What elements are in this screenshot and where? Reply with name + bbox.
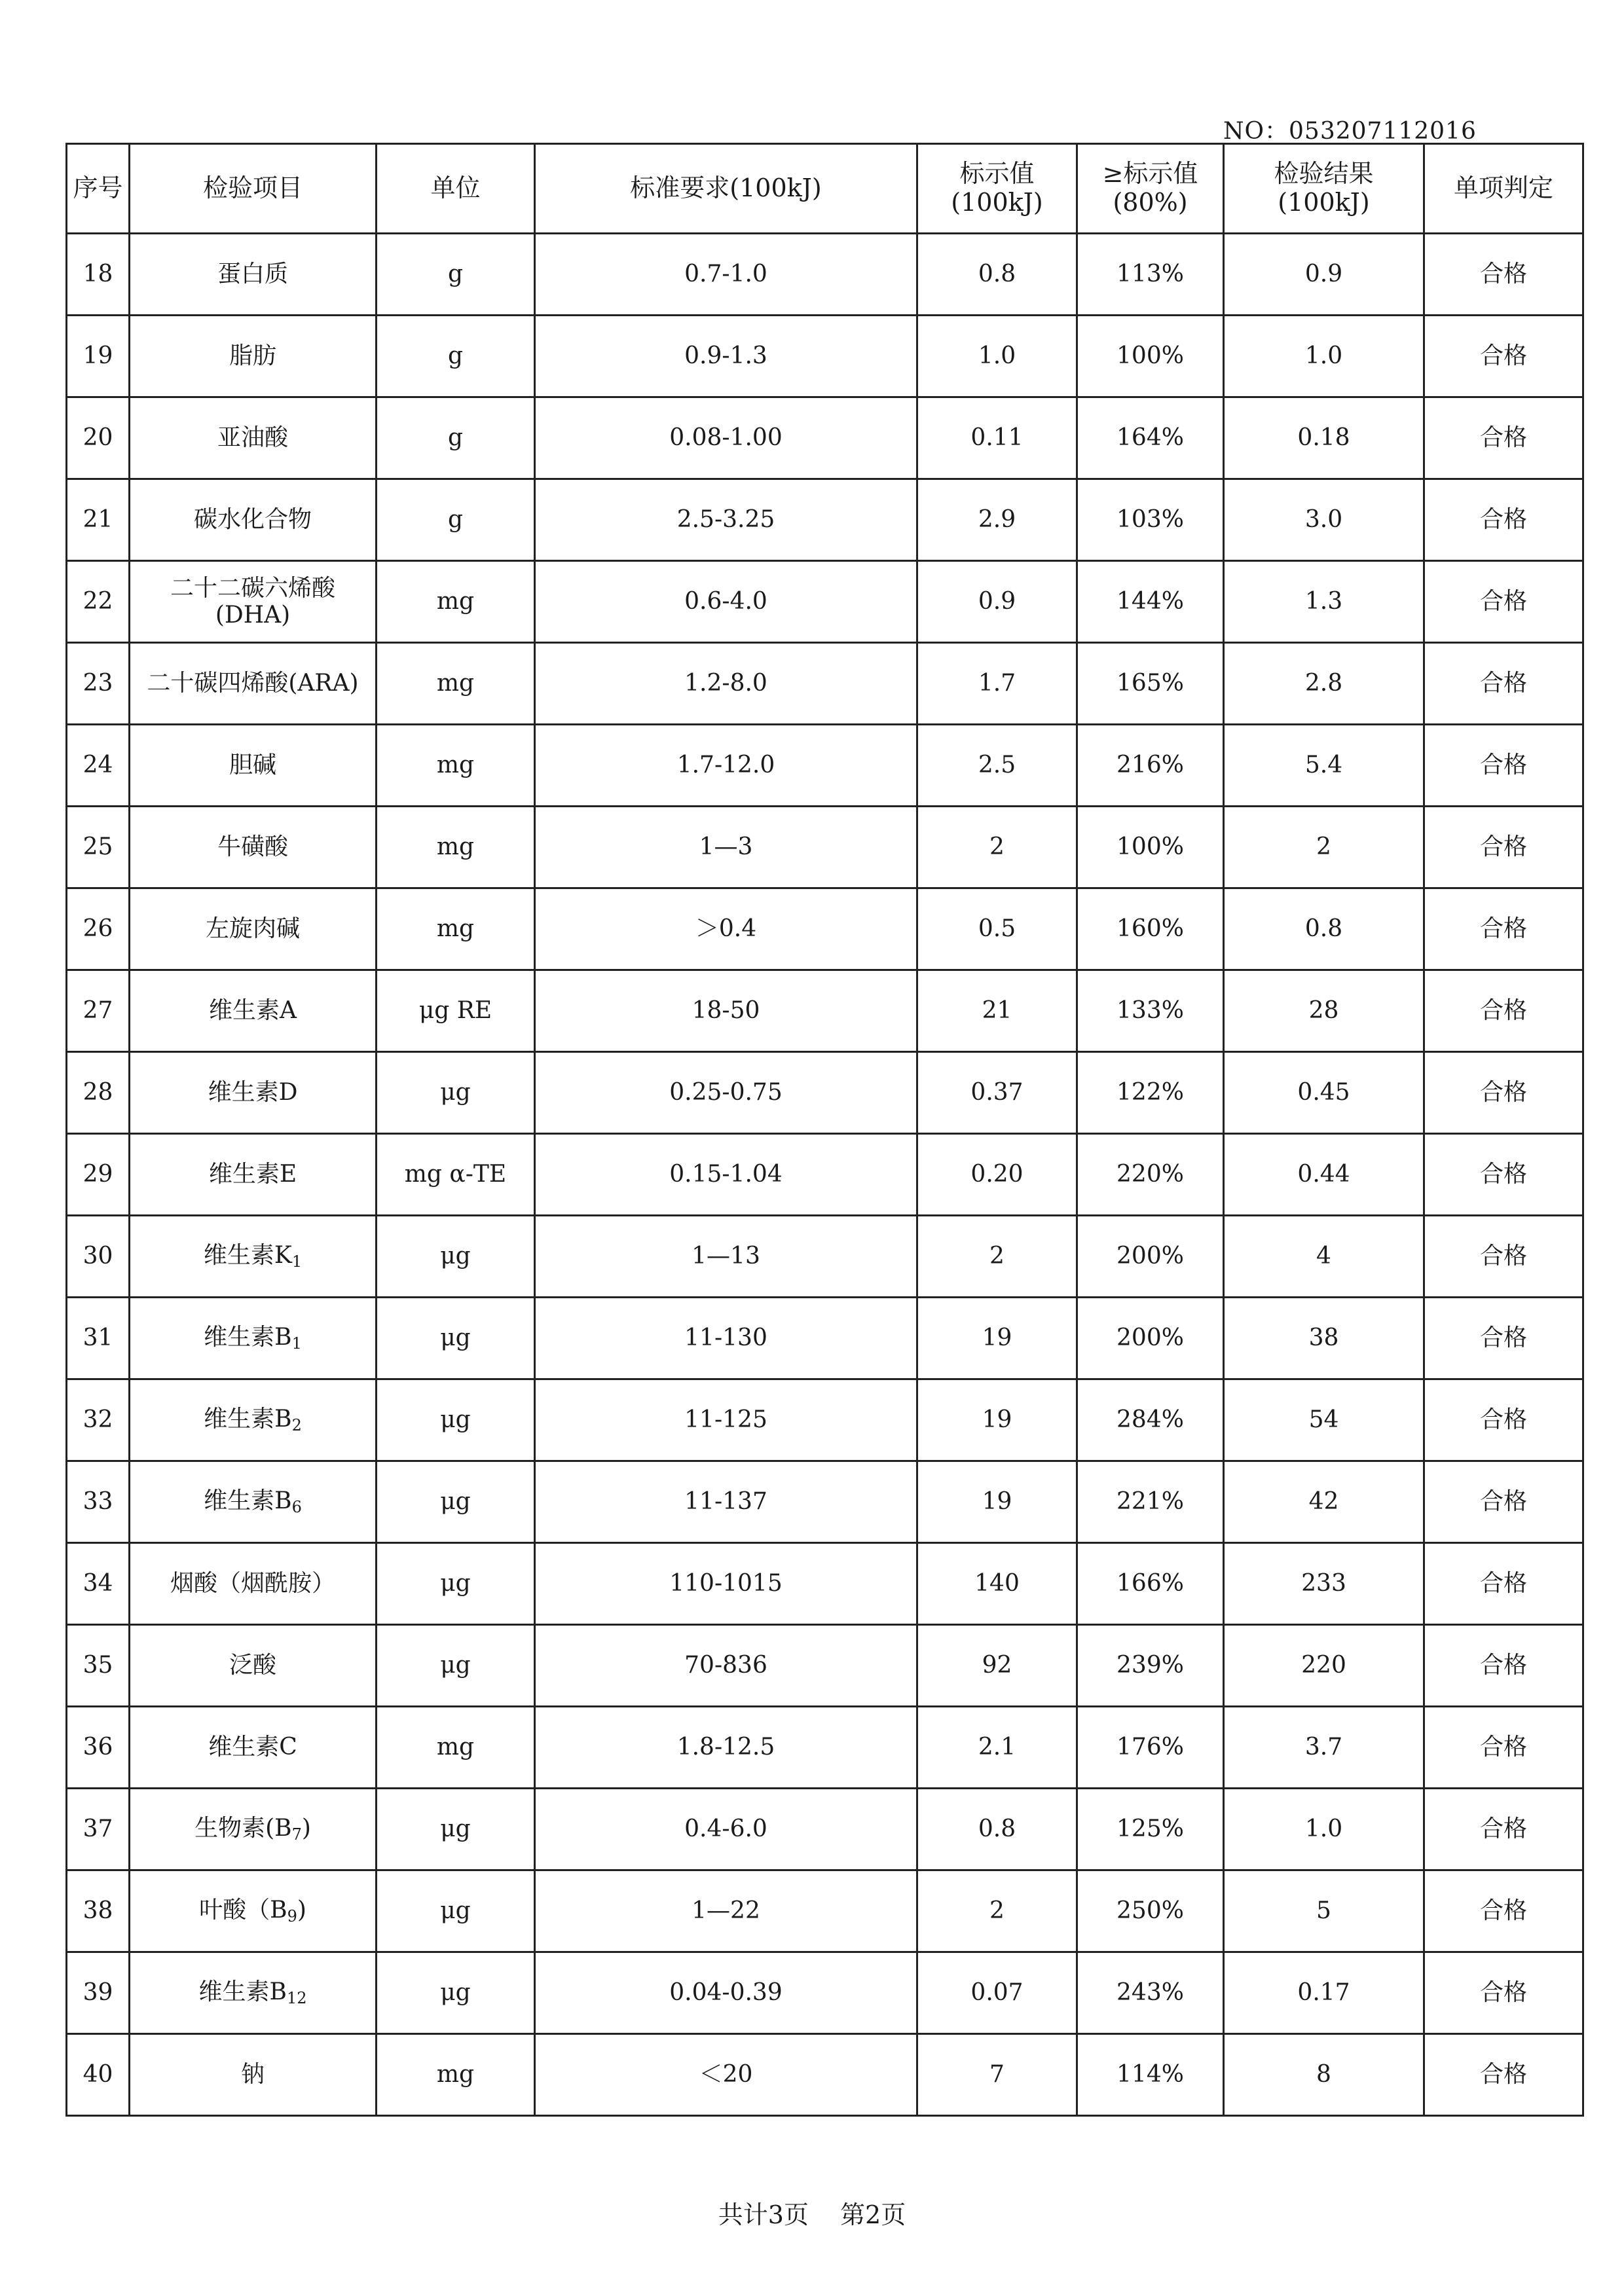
table-row <box>67 1952 1583 2034</box>
item-name: 叶酸（B <box>199 1896 287 1923</box>
cell-item <box>130 1707 377 1789</box>
cell-judgement: 合格 <box>1424 1870 1583 1952</box>
cell-item <box>130 888 377 970</box>
item-name-line <box>133 424 373 451</box>
item-name-line <box>133 1324 373 1353</box>
cell-label-value: 1.0 <box>917 316 1077 397</box>
item-name-line <box>133 1161 373 1188</box>
item-name: 维生素K <box>203 1241 292 1269</box>
item-subscript: 9 <box>287 1906 297 1925</box>
table-row <box>67 643 1583 725</box>
item-name: 钠 <box>240 2061 265 2088</box>
item-name-suffix: ) <box>297 1896 306 1923</box>
cell-standard: 0.7-1.0 <box>535 234 917 316</box>
item-name-line <box>133 752 373 778</box>
cell-judgement: 合格 <box>1424 234 1583 316</box>
cell-result: 5.4 <box>1224 725 1424 807</box>
table-row <box>67 888 1583 970</box>
header-unit: 单位 <box>377 144 535 234</box>
cell-standard: 1.8-12.5 <box>535 1707 917 1789</box>
item-name-line <box>133 1815 373 1844</box>
header-item: 检验项目 <box>130 144 377 234</box>
cell-item <box>130 725 377 807</box>
item-subscript: 1 <box>291 1334 302 1353</box>
cell-pct-label: 284% <box>1077 1379 1224 1461</box>
cell-result: 1.3 <box>1224 561 1424 643</box>
header-pct-label-unit: (80%) <box>1113 188 1188 217</box>
item-name-line <box>133 1406 373 1435</box>
cell-seq: 26 <box>67 888 130 970</box>
cell-label-value: 19 <box>917 1298 1077 1379</box>
cell-standard: 0.6-4.0 <box>535 561 917 643</box>
cell-pct-label: 114% <box>1077 2034 1224 2116</box>
item-name: 维生素B <box>204 1323 292 1351</box>
header-label-value <box>917 144 1077 234</box>
cell-pct-label: 100% <box>1077 316 1224 397</box>
item-name: 脂肪 <box>229 342 276 370</box>
cell-pct-label: 176% <box>1077 1707 1224 1789</box>
cell-pct-label: 133% <box>1077 970 1224 1052</box>
cell-label-value: 92 <box>917 1625 1077 1707</box>
cell-seq: 30 <box>67 1216 130 1298</box>
header-result-unit: (100kJ) <box>1278 188 1370 217</box>
item-name: 碳水化合物 <box>193 506 312 534</box>
cell-item <box>130 643 377 725</box>
table-row <box>67 479 1583 561</box>
cell-unit: μg RE <box>377 970 535 1052</box>
cell-unit: mg <box>377 725 535 807</box>
cell-standard: 0.15-1.04 <box>535 1134 917 1216</box>
table-row <box>67 561 1583 643</box>
cell-pct-label: 221% <box>1077 1461 1224 1543</box>
item-name-line <box>133 1734 373 1760</box>
table-row <box>67 316 1583 397</box>
cell-standard: 70-836 <box>535 1625 917 1707</box>
table-header-row <box>67 144 1583 234</box>
cell-item <box>130 2034 377 2116</box>
cell-seq: 32 <box>67 1379 130 1461</box>
cell-judgement: 合格 <box>1424 888 1583 970</box>
cell-item <box>130 1461 377 1543</box>
item-name: 维生素E <box>208 1161 297 1188</box>
cell-judgement: 合格 <box>1424 316 1583 397</box>
cell-standard: 0.25-0.75 <box>535 1052 917 1134</box>
cell-result: 1.0 <box>1224 1789 1424 1870</box>
item-name: 维生素D <box>208 1079 298 1106</box>
cell-item <box>130 1134 377 1216</box>
table-row <box>67 1789 1583 1870</box>
cell-label-value: 0.20 <box>917 1134 1077 1216</box>
cell-item <box>130 1298 377 1379</box>
header-label-value-title: 标示值 <box>959 159 1035 189</box>
cell-standard: 0.08-1.00 <box>535 397 917 479</box>
cell-item <box>130 807 377 888</box>
cell-unit: μg <box>377 1543 535 1625</box>
cell-pct-label: 165% <box>1077 643 1224 725</box>
cell-unit: μg <box>377 1870 535 1952</box>
item-name-line <box>133 1242 373 1271</box>
item-name-line <box>133 1570 373 1597</box>
cell-unit: g <box>377 316 535 397</box>
cell-pct-label: 113% <box>1077 234 1224 316</box>
cell-result: 0.18 <box>1224 397 1424 479</box>
cell-standard: 11-130 <box>535 1298 917 1379</box>
cell-judgement: 合格 <box>1424 1461 1583 1543</box>
cell-label-value: 0.11 <box>917 397 1077 479</box>
cell-label-value: 0.5 <box>917 888 1077 970</box>
cell-result: 28 <box>1224 970 1424 1052</box>
cell-pct-label: 220% <box>1077 1134 1224 1216</box>
cell-result: 0.9 <box>1224 234 1424 316</box>
cell-judgement: 合格 <box>1424 1379 1583 1461</box>
cell-unit: μg <box>377 1952 535 2034</box>
table-row <box>67 807 1583 888</box>
cell-standard: 0.04-0.39 <box>535 1952 917 2034</box>
cell-result: 3.7 <box>1224 1707 1424 1789</box>
cell-unit: μg <box>377 1625 535 1707</box>
cell-unit: μg <box>377 1789 535 1870</box>
cell-unit: mg <box>377 1707 535 1789</box>
item-name: 维生素A <box>209 997 297 1025</box>
header-pct-label-title: ≥标示值 <box>1102 159 1198 189</box>
item-name: 维生素C <box>208 1734 297 1761</box>
cell-item <box>130 1379 377 1461</box>
table-body <box>67 234 1583 2116</box>
table-row <box>67 1625 1583 1707</box>
cell-item <box>130 479 377 561</box>
item-name: 二十碳四烯酸(ARA) <box>147 670 359 697</box>
header-result-title: 检验结果 <box>1274 159 1374 189</box>
cell-seq: 27 <box>67 970 130 1052</box>
cell-standard: 1—22 <box>535 1870 917 1952</box>
cell-unit: μg <box>377 1461 535 1543</box>
cell-judgement: 合格 <box>1424 1298 1583 1379</box>
cell-standard: 2.5-3.25 <box>535 479 917 561</box>
cell-judgement: 合格 <box>1424 1543 1583 1625</box>
item-name: 生物素(B <box>194 1814 292 1842</box>
header-seq: 序号 <box>67 144 130 234</box>
cell-item <box>130 1870 377 1952</box>
cell-standard: 18-50 <box>535 970 917 1052</box>
cell-seq: 36 <box>67 1707 130 1789</box>
cell-label-value: 2.9 <box>917 479 1077 561</box>
cell-result: 0.8 <box>1224 888 1424 970</box>
cell-label-value: 140 <box>917 1543 1077 1625</box>
cell-pct-label: 200% <box>1077 1298 1224 1379</box>
item-name: 维生素B <box>198 1978 287 2005</box>
cell-result: 0.45 <box>1224 1052 1424 1134</box>
cell-result: 42 <box>1224 1461 1424 1543</box>
cell-unit: mg <box>377 2034 535 2116</box>
cell-seq: 19 <box>67 316 130 397</box>
cell-seq: 33 <box>67 1461 130 1543</box>
item-name: 亚油酸 <box>217 424 288 452</box>
cell-standard: 1.7-12.0 <box>535 725 917 807</box>
cell-pct-label: 125% <box>1077 1789 1224 1870</box>
item-name-line <box>133 575 373 602</box>
item-name-line <box>133 1897 373 1926</box>
cell-standard: 1—13 <box>535 1216 917 1298</box>
cell-label-value: 0.8 <box>917 234 1077 316</box>
cell-unit: μg <box>377 1298 535 1379</box>
cell-seq: 40 <box>67 2034 130 2116</box>
cell-pct-label: 216% <box>1077 725 1224 807</box>
cell-judgement: 合格 <box>1424 1789 1583 1870</box>
table-row <box>67 1216 1583 1298</box>
cell-label-value: 0.37 <box>917 1052 1077 1134</box>
table-row <box>67 1543 1583 1625</box>
header-pct-label <box>1077 144 1224 234</box>
cell-item <box>130 561 377 643</box>
cell-standard: 0.9-1.3 <box>535 316 917 397</box>
cell-label-value: 1.7 <box>917 643 1077 725</box>
header-standard: 标准要求(100kJ) <box>535 144 917 234</box>
cell-seq: 21 <box>67 479 130 561</box>
cell-standard: 11-125 <box>535 1379 917 1461</box>
cell-judgement: 合格 <box>1424 2034 1583 2116</box>
cell-result: 5 <box>1224 1870 1424 1952</box>
item-subscript: 6 <box>291 1497 302 1516</box>
table-row <box>67 970 1583 1052</box>
cell-unit: μg <box>377 1052 535 1134</box>
item-name: 左旋肉碱 <box>205 915 300 943</box>
item-name-suffix: ) <box>301 1814 311 1842</box>
cell-judgement: 合格 <box>1424 397 1583 479</box>
cell-label-value: 2 <box>917 1216 1077 1298</box>
cell-unit: mg <box>377 643 535 725</box>
item-name-line <box>133 261 373 287</box>
cell-label-value: 2.1 <box>917 1707 1077 1789</box>
cell-judgement: 合格 <box>1424 1216 1583 1298</box>
cell-label-value: 2.5 <box>917 725 1077 807</box>
table-row <box>67 1052 1583 1134</box>
cell-pct-label: 164% <box>1077 397 1224 479</box>
cell-label-value: 19 <box>917 1379 1077 1461</box>
item-name-line <box>133 915 373 942</box>
current-page: 第2页 <box>840 2200 906 2229</box>
item-subscript: 7 <box>291 1825 302 1844</box>
item-name: 烟酸（烟酰胺） <box>170 1570 335 1597</box>
total-pages: 共计3页 <box>718 2200 809 2229</box>
cell-result: 8 <box>1224 2034 1424 2116</box>
cell-label-value: 0.07 <box>917 1952 1077 2034</box>
cell-item <box>130 1052 377 1134</box>
cell-judgement: 合格 <box>1424 1134 1583 1216</box>
table-row <box>67 1707 1583 1789</box>
item-name-line <box>133 1079 373 1106</box>
header-result <box>1224 144 1424 234</box>
item-name-line <box>133 1487 373 1517</box>
table-row <box>67 725 1583 807</box>
cell-pct-label: 122% <box>1077 1052 1224 1134</box>
cell-pct-label: 243% <box>1077 1952 1224 2034</box>
cell-pct-label: 166% <box>1077 1543 1224 1625</box>
cell-seq: 24 <box>67 725 130 807</box>
table-row <box>67 234 1583 316</box>
cell-pct-label: 200% <box>1077 1216 1224 1298</box>
item-name-line <box>133 342 373 369</box>
table-row <box>67 1134 1583 1216</box>
inspection-table <box>65 143 1584 2117</box>
cell-seq: 25 <box>67 807 130 888</box>
cell-judgement: 合格 <box>1424 807 1583 888</box>
cell-label-value: 0.9 <box>917 561 1077 643</box>
cell-seq: 28 <box>67 1052 130 1134</box>
cell-judgement: 合格 <box>1424 1052 1583 1134</box>
table-row <box>67 397 1583 479</box>
cell-standard: ＞0.4 <box>535 888 917 970</box>
item-subscript: 2 <box>291 1415 302 1434</box>
cell-judgement: 合格 <box>1424 1952 1583 2034</box>
cell-result: 233 <box>1224 1543 1424 1625</box>
cell-seq: 20 <box>67 397 130 479</box>
cell-unit: g <box>377 397 535 479</box>
cell-unit: mg <box>377 561 535 643</box>
cell-result: 1.0 <box>1224 316 1424 397</box>
cell-seq: 29 <box>67 1134 130 1216</box>
cell-unit: mg <box>377 888 535 970</box>
item-name-line <box>133 1652 373 1679</box>
cell-label-value: 2 <box>917 807 1077 888</box>
item-name: 二十二碳六烯酸 <box>170 574 335 602</box>
cell-seq: 34 <box>67 1543 130 1625</box>
item-name: 维生素B <box>204 1405 292 1432</box>
cell-unit: g <box>377 234 535 316</box>
cell-result: 38 <box>1224 1298 1424 1379</box>
cell-result: 2 <box>1224 807 1424 888</box>
cell-seq: 22 <box>67 561 130 643</box>
cell-result: 54 <box>1224 1379 1424 1461</box>
cell-label-value: 2 <box>917 1870 1077 1952</box>
cell-standard: 11-137 <box>535 1461 917 1543</box>
cell-item <box>130 316 377 397</box>
item-subscript: 12 <box>286 1988 307 2007</box>
cell-pct-label: 144% <box>1077 561 1224 643</box>
cell-label-value: 19 <box>917 1461 1077 1543</box>
cell-judgement: 合格 <box>1424 970 1583 1052</box>
item-name-line <box>133 833 373 860</box>
cell-label-value: 0.8 <box>917 1789 1077 1870</box>
cell-seq: 23 <box>67 643 130 725</box>
cell-result: 3.0 <box>1224 479 1424 561</box>
cell-judgement: 合格 <box>1424 1707 1583 1789</box>
cell-item <box>130 1625 377 1707</box>
cell-item <box>130 1216 377 1298</box>
cell-item <box>130 1952 377 2034</box>
cell-result: 4 <box>1224 1216 1424 1298</box>
item-name: 泛酸 <box>229 1652 276 1679</box>
item-name: 蛋白质 <box>217 261 288 288</box>
cell-standard: 1.2-8.0 <box>535 643 917 725</box>
cell-standard: 110-1015 <box>535 1543 917 1625</box>
cell-seq: 31 <box>67 1298 130 1379</box>
cell-item <box>130 397 377 479</box>
table-row <box>67 1379 1583 1461</box>
item-subscript: 1 <box>291 1252 303 1271</box>
item-name-line <box>133 506 373 533</box>
cell-seq: 37 <box>67 1789 130 1870</box>
cell-standard: ＜20 <box>535 2034 917 2116</box>
cell-item <box>130 970 377 1052</box>
cell-result: 0.17 <box>1224 1952 1424 2034</box>
table-row <box>67 2034 1583 2116</box>
item-name-line <box>133 2061 373 2088</box>
item-name-line <box>133 670 373 697</box>
cell-unit: mg α-TE <box>377 1134 535 1216</box>
cell-unit: g <box>377 479 535 561</box>
cell-pct-label: 160% <box>1077 888 1224 970</box>
cell-judgement: 合格 <box>1424 1625 1583 1707</box>
cell-pct-label: 103% <box>1077 479 1224 561</box>
item-name-line2: (DHA) <box>215 602 291 629</box>
cell-judgement: 合格 <box>1424 479 1583 561</box>
cell-seq: 18 <box>67 234 130 316</box>
cell-result: 220 <box>1224 1625 1424 1707</box>
cell-seq: 39 <box>67 1952 130 2034</box>
cell-pct-label: 250% <box>1077 1870 1224 1952</box>
cell-result: 0.44 <box>1224 1134 1424 1216</box>
item-name: 牛磺酸 <box>217 833 288 861</box>
cell-label-value: 21 <box>917 970 1077 1052</box>
cell-unit: μg <box>377 1216 535 1298</box>
cell-unit: mg <box>377 807 535 888</box>
cell-item <box>130 1543 377 1625</box>
table-row <box>67 1298 1583 1379</box>
cell-item <box>130 234 377 316</box>
cell-unit: μg <box>377 1379 535 1461</box>
table-row <box>67 1870 1583 1952</box>
item-name: 胆碱 <box>229 752 276 779</box>
item-name: 维生素B <box>204 1487 292 1514</box>
cell-item <box>130 1789 377 1870</box>
cell-judgement: 合格 <box>1424 643 1583 725</box>
report-number: NO：053207112016 <box>1223 118 1477 145</box>
table-row <box>67 1461 1583 1543</box>
cell-judgement: 合格 <box>1424 725 1583 807</box>
cell-standard: 1—3 <box>535 807 917 888</box>
cell-label-value: 7 <box>917 2034 1077 2116</box>
header-judgement: 单项判定 <box>1424 144 1583 234</box>
cell-seq: 38 <box>67 1870 130 1952</box>
cell-result: 2.8 <box>1224 643 1424 725</box>
cell-pct-label: 100% <box>1077 807 1224 888</box>
item-name-line <box>133 1978 373 2008</box>
cell-judgement: 合格 <box>1424 561 1583 643</box>
item-name-line <box>133 997 373 1024</box>
cell-seq: 35 <box>67 1625 130 1707</box>
cell-standard: 0.4-6.0 <box>535 1789 917 1870</box>
page-footer <box>0 2195 1624 2231</box>
header-label-value-unit: (100kJ) <box>951 188 1043 217</box>
cell-pct-label: 239% <box>1077 1625 1224 1707</box>
